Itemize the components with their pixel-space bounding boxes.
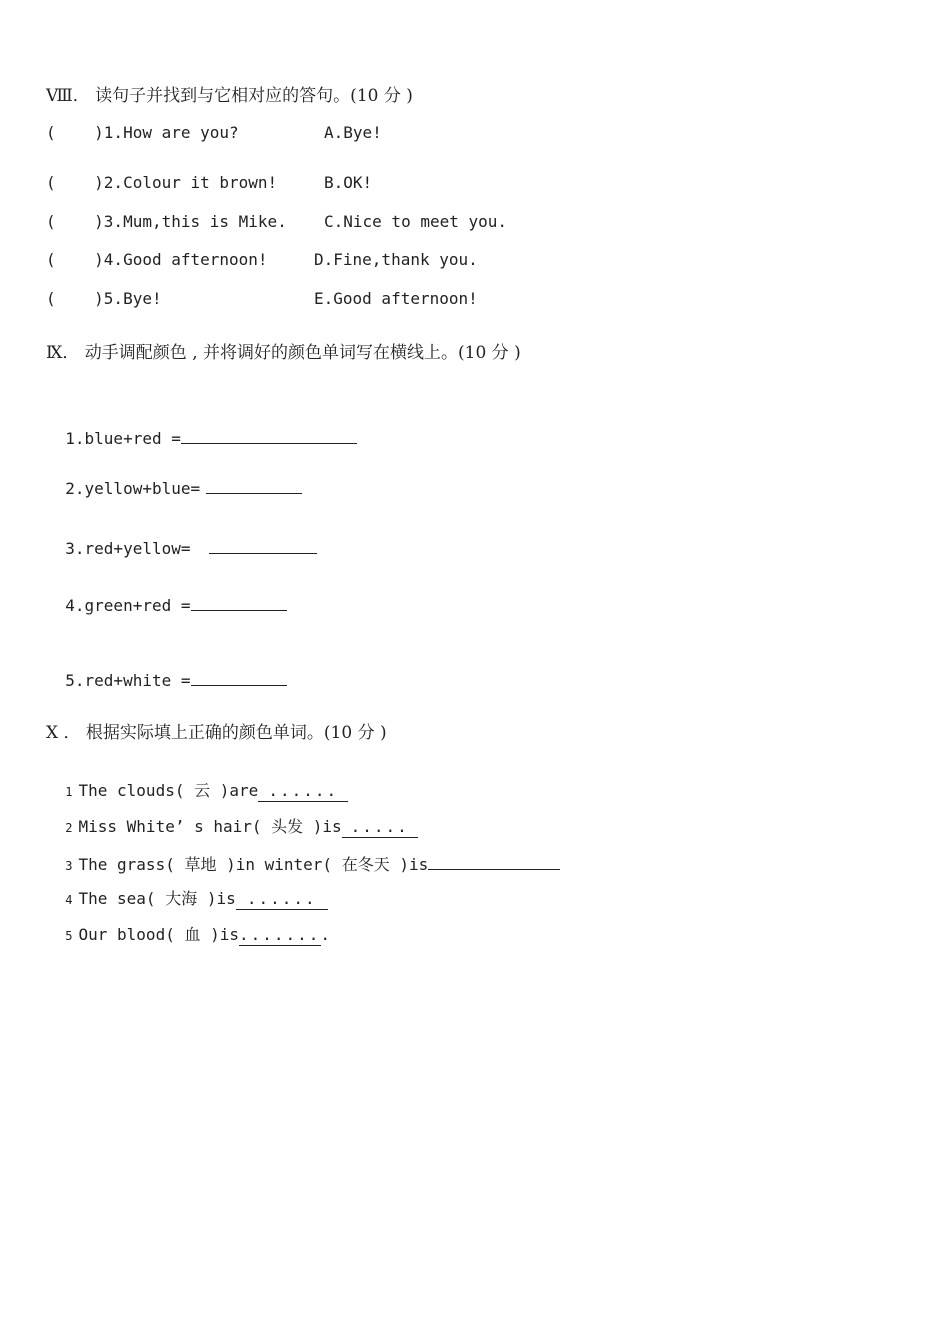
color-item-4 — [46, 869, 328, 910]
answer-blank-1[interactable] — [181, 427, 357, 444]
mix-item-4 — [46, 574, 287, 616]
answer-blank-2[interactable] — [206, 477, 302, 494]
match-question-5: ( )5.Bye! — [46, 289, 162, 308]
match-answer-b: B.OK! — [324, 173, 373, 192]
color-item-4-text: The sea( 大海 )is — [78, 889, 236, 908]
mix-item-1-text: 1.blue+red = — [65, 429, 181, 448]
color-item-5-text: Our blood( 血 )is — [78, 925, 239, 944]
match-answer-d: D.Fine,thank you. — [314, 250, 478, 269]
mix-item-5-text: 5.red+white = — [65, 671, 191, 690]
match-question-1: ( )1.How are you? — [46, 123, 239, 142]
color-item-1-number: 1 — [65, 785, 73, 799]
answer-blank-hair[interactable]: ..... — [342, 817, 418, 838]
mix-item-5 — [46, 649, 287, 691]
section-9-title: Ⅸ． 动手调配颜色 , 并将调好的颜色单词写在横线上。(10 分 ) — [46, 343, 521, 363]
mix-item-2-text: 2.yellow+blue= — [65, 479, 201, 498]
match-question-4: ( )4.Good afternoon! — [46, 250, 268, 269]
answer-blank-clouds[interactable]: ...... — [258, 781, 348, 802]
color-item-2-text: Miss White’ s hair( 头发 )is — [78, 817, 342, 836]
answer-blank-blood[interactable]: ........ — [239, 925, 333, 944]
color-item-4-number: 4 — [65, 893, 73, 907]
answer-blank-grass[interactable] — [428, 853, 560, 870]
color-item-1 — [46, 761, 348, 802]
answer-blank-4[interactable] — [191, 594, 287, 611]
section-10-title: Ⅹ ． 根据实际填上正确的颜色单词。(10 分 ) — [46, 723, 387, 743]
section-8-title: Ⅷ． 读句子并找到与它相对应的答句。(10 分 ) — [46, 86, 413, 106]
match-answer-e: E.Good afternoon! — [314, 289, 478, 308]
color-item-3-text: The grass( 草地 )in winter( 在冬天 )is — [78, 855, 429, 874]
color-item-5-number: 5 — [65, 929, 73, 943]
color-item-2-number: 2 — [65, 821, 73, 835]
answer-blank-3[interactable] — [209, 537, 317, 554]
color-item-3-number: 3 — [65, 859, 73, 873]
answer-blank-5[interactable] — [191, 669, 287, 686]
mix-item-4-text: 4.green+red = — [65, 596, 191, 615]
mix-item-3 — [46, 517, 317, 559]
mix-item-3-text: 3.red+yellow= — [65, 539, 191, 558]
match-question-3: ( )3.Mum,this is Mike. — [46, 212, 287, 231]
mix-item-2 — [46, 457, 302, 499]
color-item-5 — [46, 905, 333, 946]
answer-blank-sea[interactable]: ...... — [236, 889, 328, 910]
match-answer-a: A.Bye! — [324, 123, 382, 142]
mix-item-1 — [46, 407, 357, 449]
color-item-2 — [46, 797, 418, 838]
match-question-2: ( )2.Colour it brown! — [46, 173, 278, 192]
color-item-1-text: The clouds( 云 )are — [78, 781, 259, 800]
match-answer-c: C.Nice to meet you. — [324, 212, 508, 231]
